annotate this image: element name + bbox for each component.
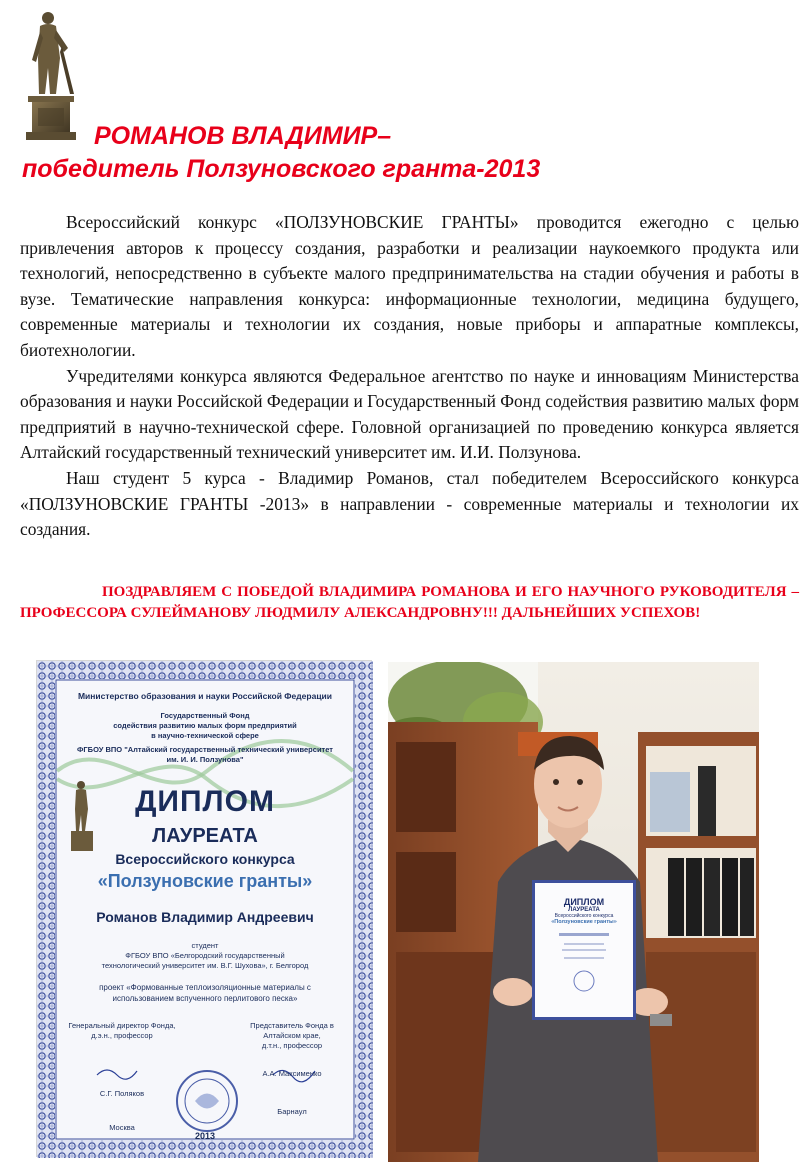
- student-photo: [388, 662, 759, 1162]
- diploma-left-sig-2: д.э.н., профессор: [91, 1031, 153, 1040]
- diploma-city-right: Барнаул: [277, 1107, 307, 1116]
- diploma-project-1: проект «Формованные теплоизоляционные материалы с: [99, 983, 311, 992]
- paragraph-contest: Всероссийский конкурс «ПОЛЗУНОВСКИЕ ГРАНТЫ» проводится ежегодно с целью привлечения авторов к процессу создания, разработки и реализации наукоемкого продукта или технологий, непосредственно в субъекте малого предпринимательства на стадии обучения и работы в вузе. Тематические направления конкурса: информационные технологии, медицина будущего, современные материалы и технологии их создания, новые приборы и аппаратные комплексы, биотехнологии.: [20, 212, 799, 360]
- diploma-heading: ДИПЛОМ: [135, 785, 275, 818]
- diploma-year: 2013: [194, 1131, 216, 1141]
- diploma-right-sig-1: Представитель Фонда в: [250, 1021, 334, 1030]
- paragraph-founders: Учредителями конкурса являются Федеральное агентство по науке и инновациям Министерства образования и науки Российской Федерации и Государственный Фонд содействия развитию малых форм предприятий в научно-технической сфере. Головной организацией по проведению конкурса является Алтайский государственный технический университет им. И.И. Ползунова.: [20, 365, 799, 463]
- diploma-image: [36, 660, 372, 1157]
- diploma-univ-1: ФГБОУ ВПО "Алтайский государственный технический университет: [77, 745, 333, 754]
- diploma-role: студент: [191, 941, 219, 950]
- diploma-left-sig-1: Генеральный директор Фонда,: [68, 1021, 176, 1030]
- diploma-sub3: «Ползуновские гранты»: [97, 871, 313, 891]
- diploma-project-2: использованием вспученного перлитового песка»: [112, 994, 298, 1003]
- diploma-inst-1: ФГБОУ ВПО «Белгородский государственный: [125, 951, 285, 960]
- title-line-1: РОМАНОВ ВЛАДИМИР–: [94, 122, 392, 150]
- held-diploma-sub1: ЛАУРЕАТА: [568, 907, 600, 913]
- diploma-city-left: Москва: [109, 1123, 135, 1132]
- diploma-sub2: Всероссийского конкурса: [115, 851, 295, 867]
- diploma-right-sig-3: д.т.н., профессор: [261, 1041, 323, 1050]
- congratulations: ПОЗДРАВЛЯЕМ С ПОБЕДОЙ ВЛАДИМИРА РОМАНОВА И ЕГО НАУЧНОГО РУКОВОДИТЕЛЯ – ПРОФЕССОРА СУЛЕЙМАНОВУ ЛЮДМИЛУ АЛЕКСАНДРОВНУ!!! ДАЛЬНЕЙШИХ УСПЕХОВ!: [20, 584, 799, 621]
- diploma-name: Романов Владимир Андреевич: [96, 909, 314, 925]
- diploma-fund-1: Государственный Фонд: [160, 711, 250, 720]
- page-title: [22, 120, 540, 186]
- held-diploma-sub2: Всероссийского конкурса: [554, 913, 614, 919]
- diploma-ministry: Министерство образования и науки Российской Федерации: [77, 691, 333, 701]
- diploma-right-sig-2: Алтайском крае,: [263, 1031, 321, 1040]
- paragraph-student: Наш студент 5 курса - Владимир Романов, стал победителем Всероссийского конкурса «ПОЛЗУНОВСКИЕ ГРАНТЫ -2013» в направлении - современные материалы и технологии их создания.: [20, 467, 799, 540]
- diploma-left-name: С.Г. Поляков: [99, 1089, 145, 1098]
- held-diploma-sub3: «Ползуновские гранты»: [551, 919, 617, 925]
- diploma-univ-2: им. И. И. Ползунова": [166, 755, 244, 764]
- diploma-inst-2: технологический университет им. В.Г. Шухова», г. Белгород: [101, 961, 309, 970]
- held-diploma-heading: ДИПЛОМ: [563, 897, 605, 907]
- held-diploma: [532, 880, 636, 1020]
- title-line-2: победитель Ползуновского гранта-2013: [22, 155, 541, 183]
- diploma-fund-2: содействия развитию малых форм предприятий: [113, 721, 297, 730]
- diploma-fund-3: в научно-технической сфере: [151, 731, 259, 740]
- diploma-right-name: А.А. Максименко: [262, 1069, 322, 1078]
- article-body: [20, 210, 799, 543]
- diploma-sub1: ЛАУРЕАТА: [152, 825, 258, 847]
- held-diploma-lines: [554, 929, 614, 999]
